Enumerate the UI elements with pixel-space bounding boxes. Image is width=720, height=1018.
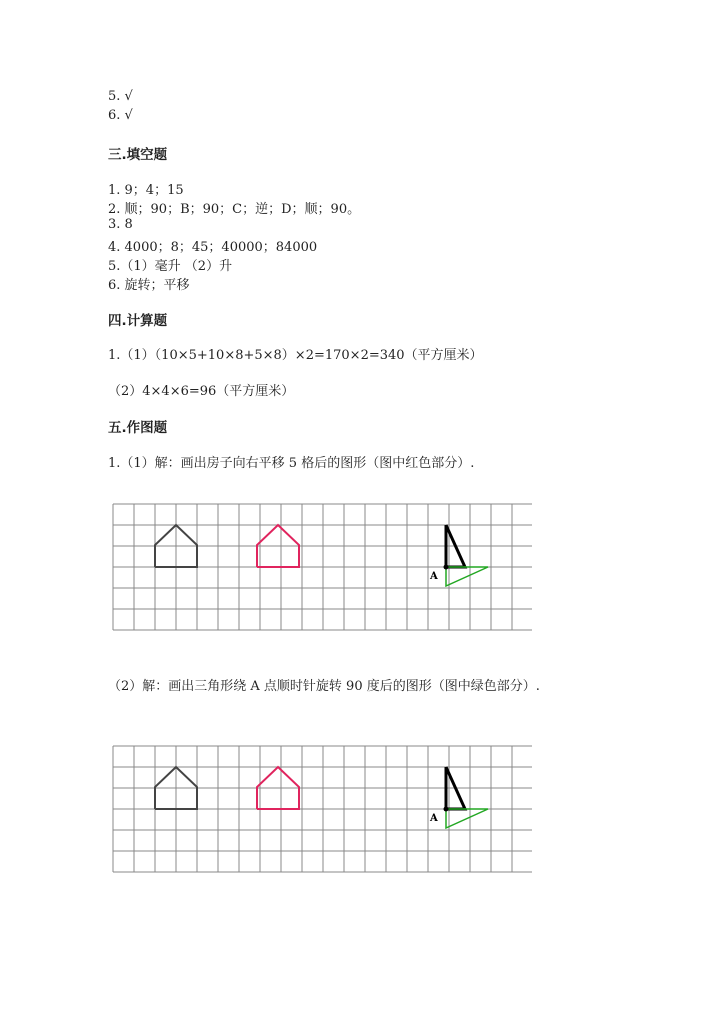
point-a-label: A	[430, 813, 438, 824]
fill-answer-1: 1. 9；4；15	[108, 183, 184, 198]
point-a-label: A	[430, 571, 438, 582]
rotated-triangle	[446, 809, 488, 828]
fill-answer-6: 6. 旋转；平移	[108, 278, 190, 293]
calc-answer-2: （2）4×4×6=96（平方厘米）	[108, 384, 295, 399]
fill-answer-2: 2. 顺；90；B；90；C；逆；D；顺；90。	[108, 202, 361, 217]
drawing-part-1-text: 1.（1）解：画出房子向右平移 5 格后的图形（图中红色部分）.	[108, 456, 475, 471]
fill-answer-5: 5.（1）毫升 （2）升	[108, 259, 233, 274]
answer-5: 5. √	[108, 89, 133, 104]
rotated-triangle	[446, 567, 488, 586]
grid-figure-1	[110, 500, 532, 635]
answer-6: 6. √	[108, 108, 133, 123]
section-5-title: 五.作图题	[108, 420, 168, 436]
section-4-title: 四.计算题	[108, 313, 168, 329]
point-a	[444, 807, 449, 812]
fill-answer-4: 4. 4000；8；45；40000；84000	[108, 240, 318, 255]
section-3-title: 三.填空题	[108, 147, 168, 163]
point-a	[444, 565, 449, 570]
grid-figure-2	[110, 742, 532, 877]
drawing-part-2-text: （2）解：画出三角形绕 A 点顺时针旋转 90 度后的图形（图中绿色部分）.	[108, 679, 540, 694]
calc-answer-1: 1.（1）（10×5+10×8+5×8）×2=170×2=340（平方厘米）	[108, 348, 483, 363]
fill-answer-3: 3. 8	[108, 217, 133, 232]
